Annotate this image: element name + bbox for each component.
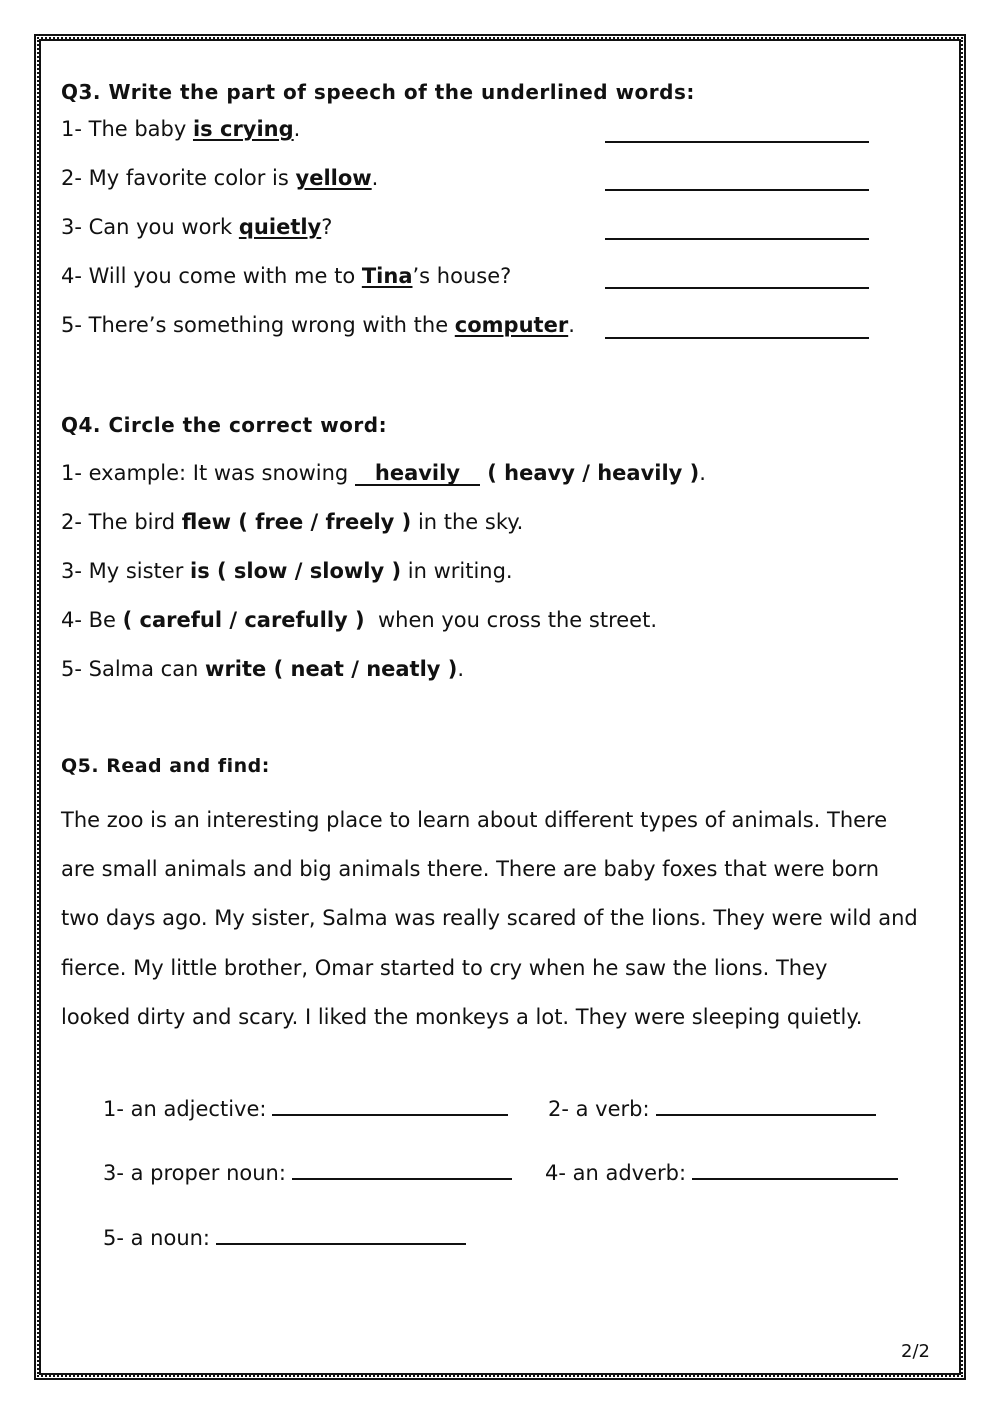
q4-item-4: 4- Be ( careful / carefully ) when you cross the street. (61, 608, 657, 632)
verb-answer-blank[interactable] (656, 1114, 876, 1116)
q5-title: Q5. Read and find: (61, 755, 270, 777)
q3-answer-4[interactable] (605, 287, 869, 289)
passage-line: two days ago. My sister, Salma was really scared of the lions. They were wild and (61, 906, 918, 931)
q4-item-5: 5- Salma can write ( neat / neatly ). (61, 657, 465, 681)
word-choice[interactable]: ( careful / carefully ) (122, 608, 365, 632)
word-choice[interactable]: flew ( free / freely ) (181, 510, 412, 534)
underlined-word: quietly (238, 215, 322, 239)
find-verb: 2- a verb: (548, 1097, 876, 1121)
underlined-word: computer (454, 313, 569, 337)
proper-noun-answer-blank[interactable] (292, 1178, 512, 1180)
adverb-answer-blank[interactable] (692, 1178, 898, 1180)
q3-answer-2[interactable] (605, 189, 869, 191)
q3-item-3: 3- Can you work quietly? (61, 215, 333, 239)
q4-example: 1- example: It was snowing heavily ( heavy / heavily ). (61, 461, 706, 485)
find-adjective: 1- an adjective: (103, 1097, 508, 1121)
word-choice[interactable]: write ( neat / neatly ) (205, 657, 458, 681)
word-choice[interactable]: is ( slow / slowly ) (190, 559, 402, 583)
passage-line: fierce. My little brother, Omar started to cry when he saw the lions. They (61, 955, 828, 980)
q3-item-5: 5- There’s something wrong with the computer. (61, 313, 575, 337)
q3-item-4: 4- Will you come with me to Tina’s house? (61, 264, 512, 288)
q4-item-2: 2- The bird flew ( free / freely ) in the sky. (61, 510, 524, 534)
q4-item-3: 3- My sister is ( slow / slowly ) in writing. (61, 559, 513, 583)
find-noun: 5- a noun: (103, 1226, 466, 1250)
q3-item-2: 2- My favorite color is yellow. (61, 166, 379, 190)
q3-title: Q3. Write the part of speech of the underlined words: (61, 80, 695, 104)
passage-line: looked dirty and scary. I liked the monkeys a lot. They were sleeping quietly. (61, 1004, 863, 1029)
underlined-word: yellow (295, 166, 372, 190)
q3-answer-3[interactable] (605, 238, 869, 240)
example-options: ( heavy / heavily ) (479, 461, 700, 485)
noun-answer-blank[interactable] (216, 1243, 466, 1245)
q4-title: Q4. Circle the correct word: (61, 413, 388, 437)
passage-line: are small animals and big animals there. There are baby foxes that were born (61, 857, 880, 882)
q3-item-1: 1- The baby is crying. (61, 117, 301, 141)
find-proper-noun: 3- a proper noun: (103, 1161, 512, 1185)
adjective-answer-blank[interactable] (272, 1114, 508, 1116)
passage-line: The zoo is an interesting place to learn about different types of animals. There (61, 808, 888, 832)
reading-passage (61, 796, 951, 1042)
page-number: 2/2 (901, 1341, 930, 1362)
find-adverb: 4- an adverb: (545, 1161, 898, 1185)
underlined-word: is crying (192, 117, 294, 141)
underlined-word: Tina (361, 264, 413, 288)
q3-answer-5[interactable] (605, 337, 869, 339)
q3-answer-1[interactable] (605, 141, 869, 143)
example-answer: heavily (355, 462, 480, 486)
